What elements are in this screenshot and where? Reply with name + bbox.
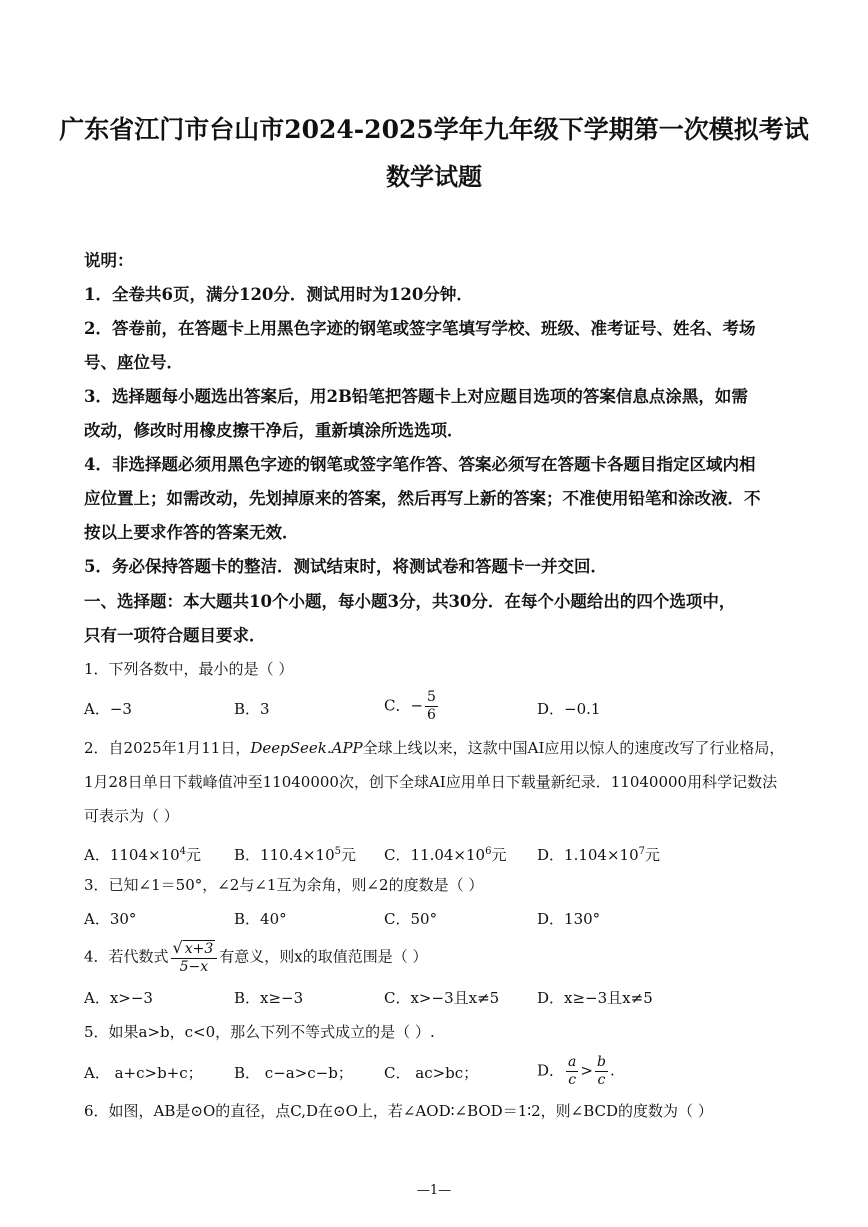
q4-stem-post: 有意义，则x的取值范围是（ ） [219,947,428,966]
instructions-heading: 说明： [84,251,134,270]
q1-c-denominator: 6 [427,707,436,723]
exam-title: 广东省江门市台山市2024-2025学年九年级下学期第一次模拟考试 [59,115,809,144]
q5-option-b: B． c−a>c−b； [234,1064,353,1082]
q2-b-base: B．110.4×10 [234,846,335,864]
q1-option-b: B．3 [234,700,270,718]
q4-expression-fraction [171,939,218,976]
q5-option-d [537,1054,615,1089]
q4-option-a: A．x>−3 [84,989,153,1007]
q5-d-num1: a [568,1054,577,1070]
exam-subtitle: 数学试题 [386,162,482,191]
q2-c-exponent: 6 [485,846,492,857]
instruction-4-line1: 4．非选择题必须用黑色字迹的钢笔或签字笔作答、答案必须写在答题卡各题目指定区域内相 [84,455,756,474]
instruction-5: 5．务必保持答题卡的整洁．测试结束时，将测试卷和答题卡一并交回． [84,557,607,576]
q5-d-den2: c [597,1072,606,1088]
q2-a-exponent: 4 [179,846,187,857]
q2-b-exponent: 5 [334,846,341,857]
q5-d-fraction-left [566,1054,578,1089]
q2-option-c [384,841,506,866]
instruction-4-line3: 按以上要求作答的答案无效． [84,523,299,542]
q5-d-prefix: D． [537,1061,565,1080]
page-number: —1— [416,1183,452,1198]
q2-c-base: C．11.04×10 [384,846,486,864]
q2-line1-post: 全球上线以来，这款中国AI应用以惊人的速度改写了行业格局， [362,739,785,757]
instruction-3-line2: 改动，修改时用橡皮擦干净后，重新填涂所选选项． [84,421,464,440]
q2-option-a [84,841,201,866]
q2-b-unit: 元 [341,846,357,864]
q4-stem-pre: 4．若代数式 [84,947,169,966]
q4-numerator [171,939,218,959]
sqrt-icon: √ [172,938,183,957]
q5-d-operator: > [580,1061,593,1080]
q5-option-a: A． a+c>b+c； [84,1064,203,1082]
q4-option-b: B．x≥−3 [234,989,304,1007]
question-2-line1 [84,737,784,759]
q2-app-name: DeepSeek.APP [250,739,363,757]
q3-option-d: D．130° [537,910,601,928]
q5-d-fraction-right [595,1054,608,1089]
section-1-header-line2: 只有一项符合题目要求． [84,626,266,645]
q5-option-c: C． ac>bc； [384,1064,479,1082]
instruction-1: 1．全卷共6页，满分120分．测试用时为120分钟． [84,285,473,304]
question-2-line2: 1月28日单日下载峰值冲至11040000次，创下全球AI应用单日下载量新纪录．11040000用科学记数法 [84,773,778,791]
q2-c-unit: 元 [491,846,507,864]
question-3-stem: 3．已知∠1＝50°，∠2与∠1互为余角，则∠2的度数是（ ） [84,876,484,894]
q3-option-b: B．40° [234,910,287,928]
q1-c-numerator: 5 [427,689,436,705]
q2-a-unit: 元 [186,846,202,864]
q2-line1-pre: 2．自2025年1月11日， [84,739,251,757]
q2-option-d [537,841,660,866]
q3-option-a: A．30° [84,910,137,928]
q3-option-c: C．50° [384,910,438,928]
q1-option-d: D．−0.1 [537,700,601,718]
instruction-2-line2: 号、座位号． [84,353,183,372]
q1-option-c-prefix: C．− [384,696,424,715]
q4-option-c: C．x>−3且x≠5 [384,989,500,1007]
question-6-stem: 6．如图，AB是⊙O的直径，点C,D在⊙O上，若∠AOD∶∠BOD＝1∶2，则∠BCD的度数为（ ） [84,1102,713,1120]
instruction-4-line2: 应位置上；如需改动，先划掉原来的答案，然后再写上新的答案；不准使用铅笔和涂改液．不 [84,489,761,508]
q2-d-unit: 元 [645,846,661,864]
question-2-line3: 可表示为（ ） [84,807,179,825]
question-1-stem: 1．下列各数中，最小的是（ ） [84,660,294,678]
q2-option-b [234,841,356,866]
q2-a-base: A．1104×10 [84,846,180,864]
q2-d-base: D．1.104×10 [537,846,639,864]
instruction-2-line1: 2．答卷前，在答题卡上用黑色字迹的钢笔或签字笔填写学校、班级、准考证号、姓名、考场 [84,319,756,338]
question-5-stem: 5．如果a>b，c<0，那么下列不等式成立的是（ ）. [84,1023,435,1041]
q1-option-a: A．−3 [84,700,132,718]
instruction-3-line1: 3．选择题每小题选出答案后，用2B铅笔把答题卡上对应题目选项的答案信息点涂黑，如需 [84,387,748,406]
q5-d-num2: b [596,1054,606,1070]
q5-d-den1: c [568,1072,577,1088]
q4-radicand: x+3 [184,941,214,957]
section-1-header-line1: 一、选择题：本大题共10个小题，每小题3分，共30分．在每个小题给出的四个选项中， [84,592,736,611]
q1-option-c-fraction [425,689,438,724]
q1-option-c [384,689,440,724]
question-4-stem [84,939,428,976]
q4-option-d: D．x≥−3且x≠5 [537,989,653,1007]
q4-denominator: 5−x [179,959,209,975]
q5-d-suffix: . [609,1061,615,1080]
q2-d-exponent: 7 [638,846,645,857]
